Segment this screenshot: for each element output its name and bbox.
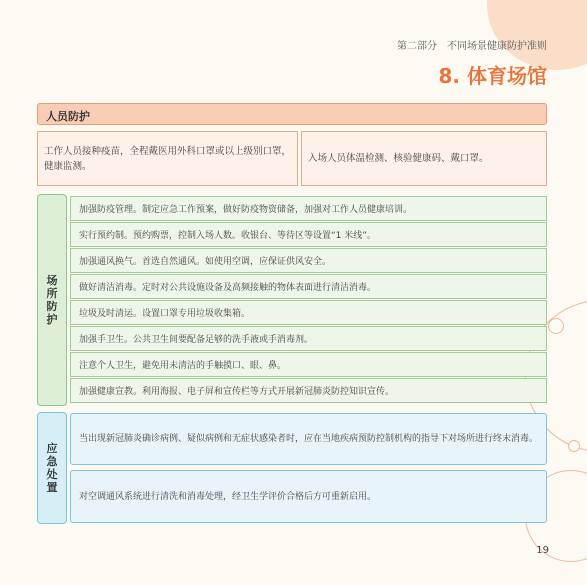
venue-protection-label: 场所防护 [37, 194, 67, 406]
staff-protection-text: 工作人员接种疫苗，全程戴医用外科口罩或以上级别口罩，健康监测。 [44, 145, 292, 172]
decorative-dot [548, 318, 564, 334]
venue-measure-text: 垃圾及时清运。设置口罩专用垃圾收集箱。 [79, 309, 251, 319]
section-label: 第二部分 不同场景健康防护准则 [397, 41, 547, 52]
venue-measure-text: 加强通风换气。首选自然通风。如使用空调，应保证供风安全。 [79, 257, 332, 267]
venue-measure-row [70, 300, 547, 325]
emergency-measure-row [70, 413, 547, 465]
venue-measure-text: 做好清洁消毒。定时对公共设施设备及高频接触的物体表面进行清洁消毒。 [79, 283, 377, 293]
emergency-measure-text: 对空调通风系统进行清洗和消毒处理，经卫生学评价合格后方可重新启用。 [79, 491, 377, 502]
personnel-protection-title: 人员防护 [46, 110, 90, 123]
emergency-measure-text: 当出现新冠肺炎确诊病例、疑似病例和无症状感染者时，应在当地疾病预防控制机构的指导下对场所进行终末消毒。 [79, 434, 539, 444]
page-title: 8. 体育场馆 [438, 64, 547, 88]
page-number: 19 [536, 545, 549, 556]
decorative-dot [568, 440, 580, 452]
venue-measure-row [70, 378, 547, 403]
venue-measure-row [70, 352, 547, 377]
venue-measure-row [70, 196, 547, 221]
venue-measure-row [70, 222, 547, 247]
venue-measure-text: 加强健康宣教。利用海报、电子屏和宣传栏等方式开展新冠肺炎防控知识宣传。 [79, 387, 395, 397]
staff-protection-box [37, 131, 298, 186]
emergency-measure-row [70, 470, 547, 523]
visitor-protection-text: 入场人员体温检测、核验健康码、戴口罩。 [308, 153, 489, 164]
venue-measure-row [70, 248, 547, 273]
venue-measure-row [70, 274, 547, 299]
personnel-protection-header [37, 103, 547, 125]
venue-measure-text: 注意个人卫生，避免用未清洁的手触摸口、眼、鼻。 [79, 361, 287, 371]
visitor-protection-box [301, 131, 547, 186]
emergency-response-label: 应急处置 [37, 412, 67, 524]
venue-measure-text: 加强手卫生。公共卫生间要配备足够的洗手液或手消毒剂。 [79, 335, 314, 345]
venue-measure-text: 加强防疫管理。制定应急工作预案，做好防疫物资储备，加强对工作人员健康培训。 [79, 205, 413, 215]
venue-measure-row [70, 326, 547, 351]
venue-measure-text: 实行预约制。预约购票，控制入场人数。收银台、等待区等设置“1 米线”。 [79, 231, 376, 241]
